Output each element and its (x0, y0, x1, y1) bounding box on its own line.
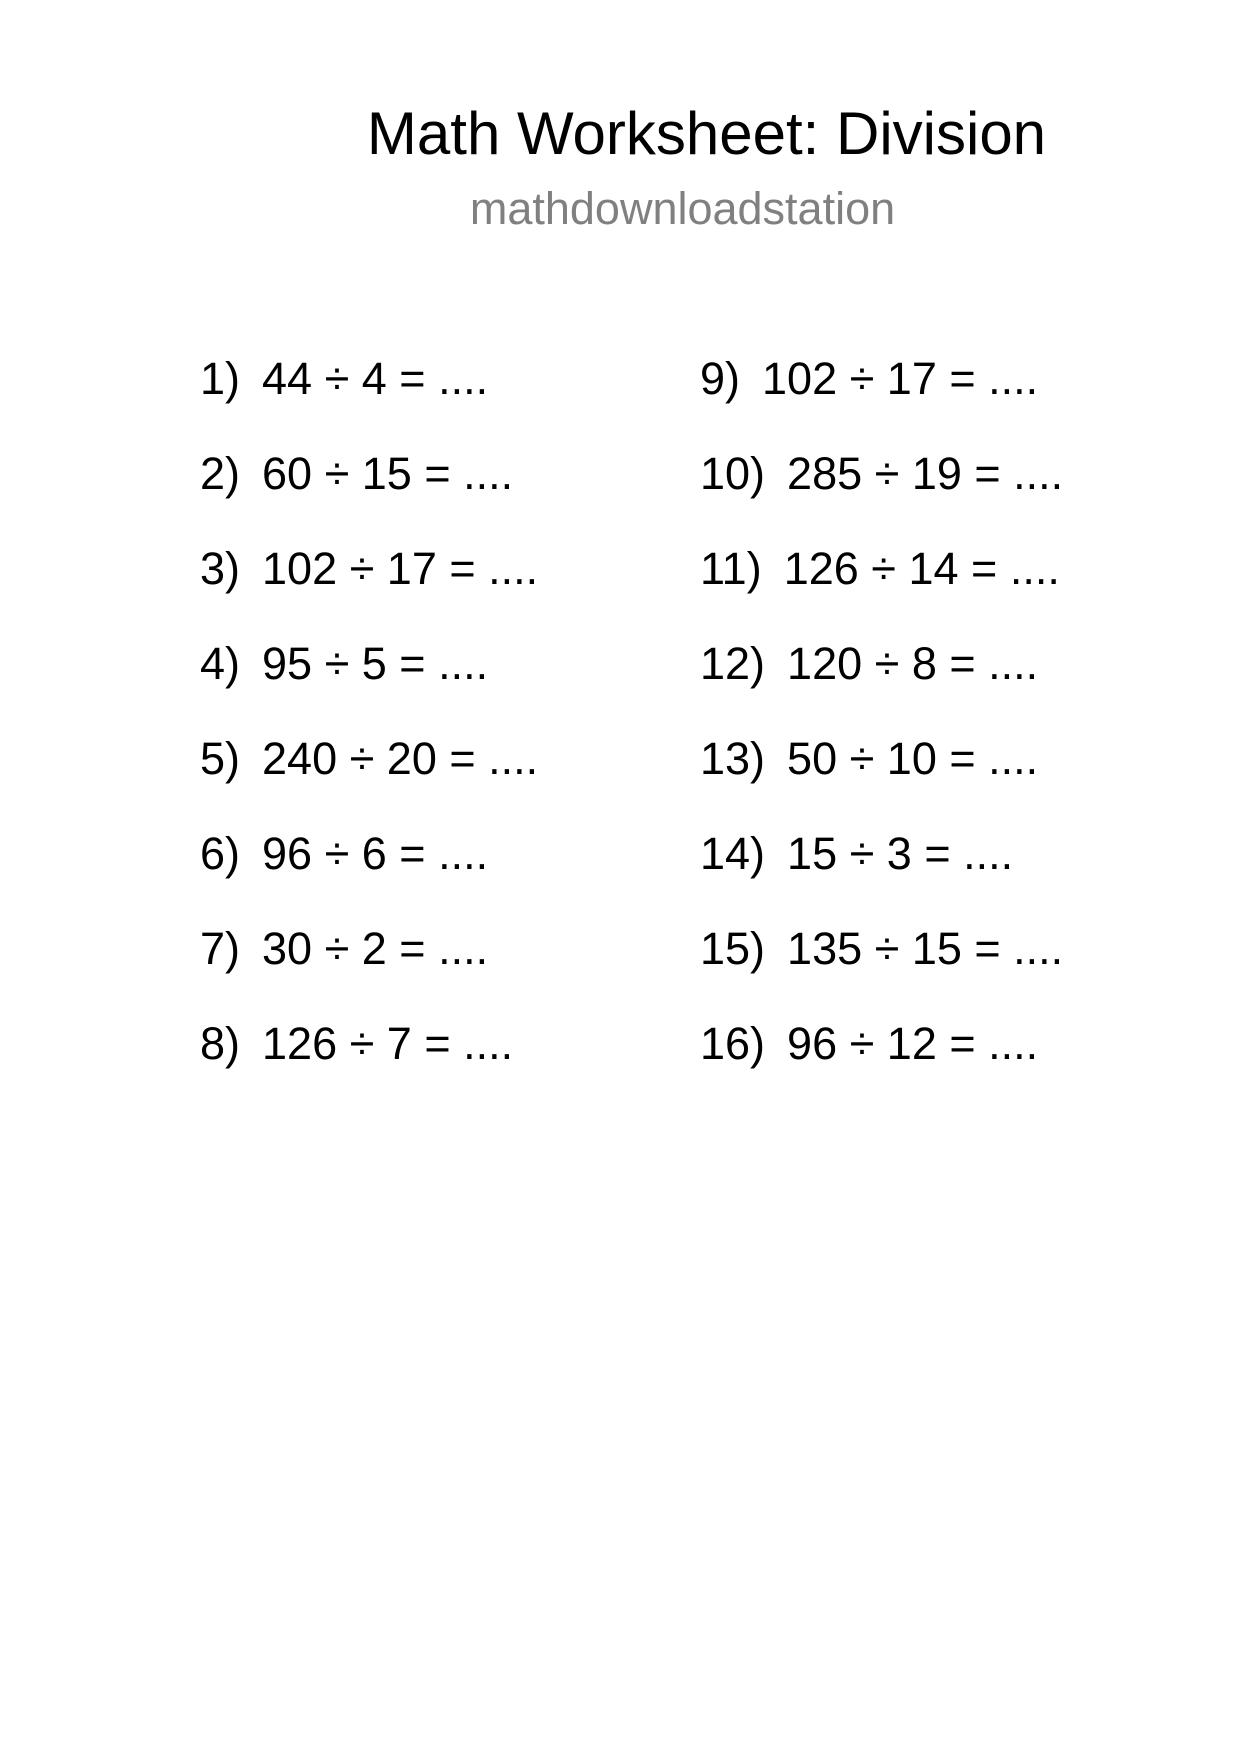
problem-9 (700, 352, 1240, 447)
problem-13 (700, 732, 1240, 827)
problem-6 (200, 827, 740, 922)
problem-number: 13) (700, 733, 766, 784)
problem-expression: 95 ÷ 5 = .... (262, 638, 489, 689)
problem-number: 11) (700, 543, 762, 594)
problem-column-left (200, 352, 740, 1112)
problem-14 (700, 827, 1240, 922)
problem-number: 2) (200, 448, 241, 499)
problem-expression: 285 ÷ 19 = .... (787, 448, 1064, 499)
problem-number: 14) (700, 828, 766, 879)
problem-1 (200, 352, 740, 447)
problem-expression: 50 ÷ 10 = .... (787, 733, 1039, 784)
problem-number: 8) (200, 1018, 241, 1069)
problem-expression: 120 ÷ 8 = .... (787, 638, 1039, 689)
worksheet-source: mathdownloadstation (469, 183, 896, 234)
problem-column-right (700, 352, 1240, 1112)
problem-8 (200, 1017, 740, 1112)
problem-12 (700, 637, 1240, 732)
problem-expression: 240 ÷ 20 = .... (262, 733, 539, 784)
problem-3 (200, 542, 740, 637)
problem-expression: 96 ÷ 12 = .... (787, 1018, 1039, 1069)
problem-expression: 15 ÷ 3 = .... (787, 828, 1014, 879)
problem-expression: 60 ÷ 15 = .... (262, 448, 514, 499)
problem-expression: 135 ÷ 15 = .... (787, 923, 1064, 974)
problem-7 (200, 922, 740, 1017)
problem-number: 5) (200, 733, 241, 784)
problem-expression: 102 ÷ 17 = .... (762, 353, 1039, 404)
problem-number: 9) (700, 353, 741, 404)
problem-number: 6) (200, 828, 241, 879)
problem-number: 15) (700, 923, 766, 974)
problem-5 (200, 732, 740, 827)
problem-number: 12) (700, 638, 766, 689)
problem-number: 3) (200, 543, 241, 594)
problem-16 (700, 1017, 1240, 1112)
problem-2 (200, 447, 740, 542)
problem-number: 4) (200, 638, 241, 689)
problem-4 (200, 637, 740, 732)
problem-number: 7) (200, 923, 241, 974)
problem-expression: 44 ÷ 4 = .... (262, 353, 489, 404)
problem-expression: 126 ÷ 14 = .... (783, 543, 1060, 594)
problem-expression: 102 ÷ 17 = .... (262, 543, 539, 594)
problem-expression: 30 ÷ 2 = .... (262, 923, 489, 974)
problem-number: 10) (700, 448, 766, 499)
problem-number: 16) (700, 1018, 766, 1069)
worksheet-title: Math Worksheet: Division (366, 100, 1047, 167)
problem-10 (700, 447, 1240, 542)
problem-expression: 96 ÷ 6 = .... (262, 828, 489, 879)
problem-15 (700, 922, 1240, 1017)
problem-11 (700, 542, 1240, 637)
problem-number: 1) (200, 353, 241, 404)
problem-expression: 126 ÷ 7 = .... (262, 1018, 514, 1069)
